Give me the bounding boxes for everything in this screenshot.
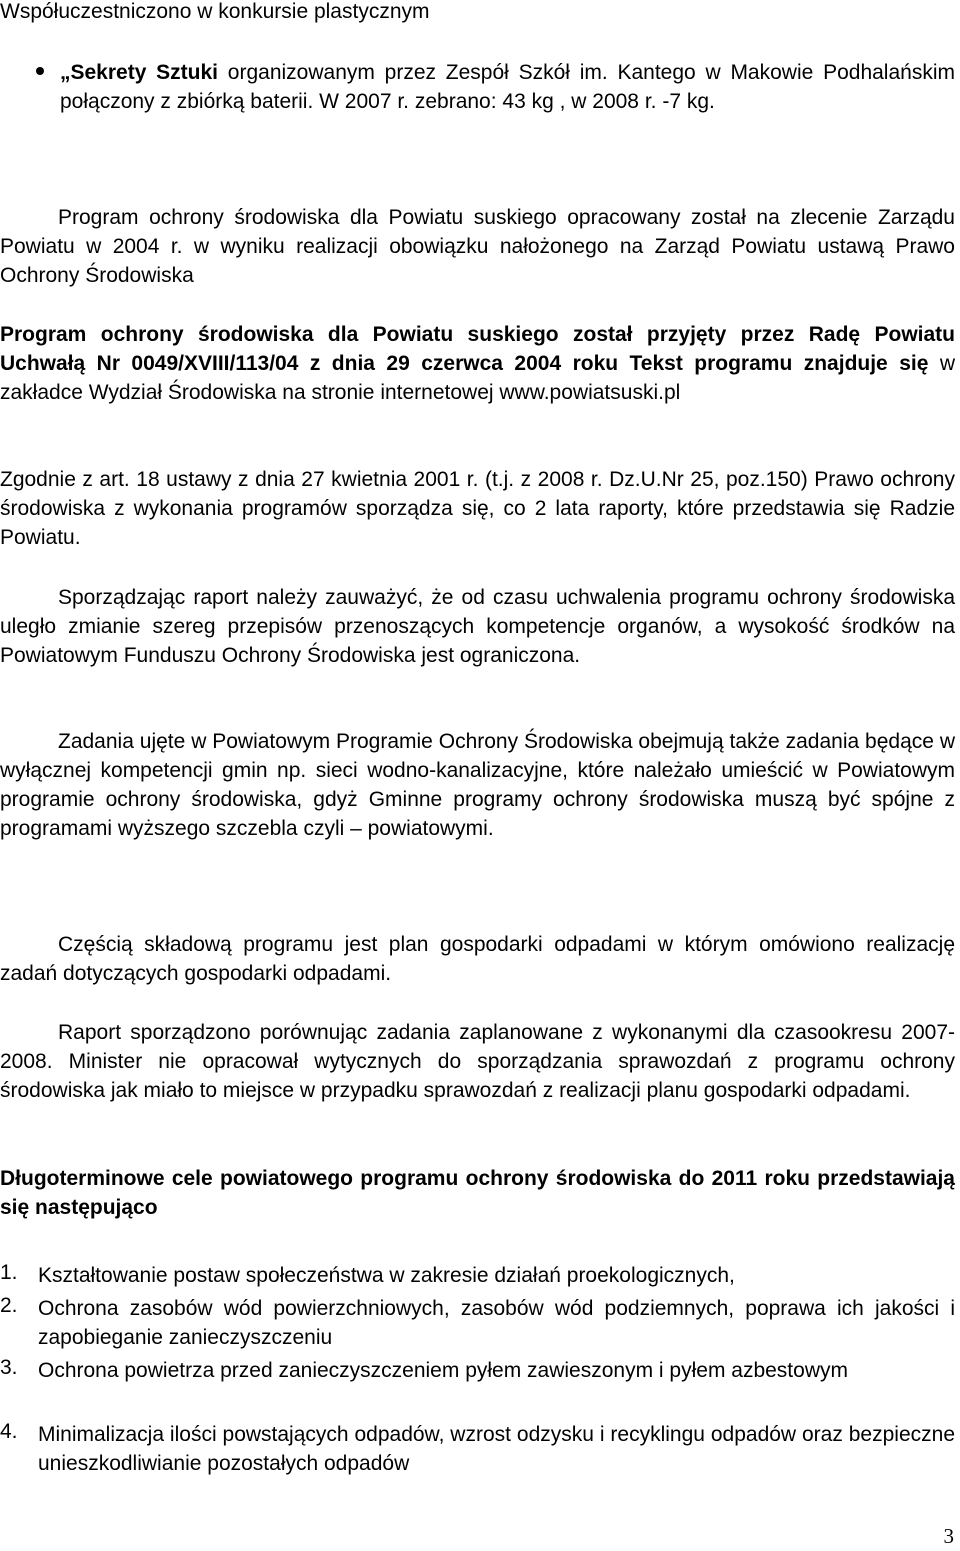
bullet-icon (36, 67, 44, 75)
section-heading: Długoterminowe cele powiatowego programu ochrony środowiska do 2011 roku przedstawiają się następująco (0, 1167, 955, 1219)
list-number: 3. (0, 1356, 18, 1379)
list-item: Kształtowanie postaw społeczeństwa w zakresie działań proekologicznych, (38, 1264, 735, 1287)
list-item: Ochrona powietrza przed zanieczyszczeniem pyłem zawieszonym i pyłem azbestowym (38, 1359, 848, 1382)
list-number: 1. (0, 1261, 18, 1284)
paragraph-tasks: Zadania ujęte w Powiatowym Programie Ochrony Środowiska obejmują także zadania będące w wyłącznej kompetencji gmin np. sieci wodno-kanalizacyjne, które należało umieścić w Powiatowym programie ochrony środowiska, gdyż Gminne programy ochrony środowiska muszą być spójne z programami wyższego szczebla czyli – powiatowymi. (0, 730, 955, 840)
list-item: Minimalizacja ilości powstających odpadów, wzrost odzysku i recyklingu odpadów oraz bezpieczne unieszkodliwianie pozostałych odpadów (38, 1423, 955, 1475)
paragraph-waste-plan: Częścią składową programu jest plan gospodarki odpadami w którym omówiono realizację zadań dotyczących gospodarki odpadami. (0, 933, 955, 985)
list-number: 2. (0, 1294, 18, 1317)
paragraph-program-info: Program ochrony środowiska dla Powiatu suskiego opracowany został na zlecenie Zarządu Powiatu w 2004 r. w wyniku realizacji obowiązku nałożonego na Zarząd Powiatu ustawą Prawo Ochrony Środowiska (0, 206, 955, 287)
contest-name: „Sekrety Sztuki (60, 61, 219, 84)
bullet-text: organizowanym przez Zespół Szkół im. Kantego w Makowie Podhalańskim połączony z zbiórką baterii. W 2007 r. zebrano: 43 kg , w 2008 r. -7 kg. (60, 61, 955, 113)
intro-line: Współuczestniczono w konkursie plastycznym (0, 0, 430, 23)
adoption-rest: w zakładce Wydział Środowiska na stronie internetowej www.powiatsuski.pl (0, 352, 956, 404)
list-number: 4. (0, 1420, 18, 1443)
list-item: Ochrona zasobów wód powierzchniowych, zasobów wód podziemnych, poprawa ich jakości i zapobieganie zanieczyszczeniu (38, 1297, 955, 1349)
adoption-bold: Program ochrony środowiska dla Powiatu suskiego został przyjęty przez Radę Powiatu Uchwałą Nr 0049/XVIII/113/04 z dnia 29 czerwca 2004 roku Tekst programu znajduje się (0, 323, 955, 375)
bullet-paragraph (60, 58, 955, 116)
paragraph-program-adoption (0, 320, 955, 407)
paragraph-report-method: Raport sporządzono porównując zadania zaplanowane z wykonanymi dla czasookresu 2007-2008. Minister nie opracował wytycznych do sporządzania sprawozdań z programu ochrony środowiska jak miało to miejsce w przypadku sprawozdań z realizacji planu gospodarki odpadami. (0, 1021, 955, 1102)
paragraph-report-note: Sporządzając raport należy zauważyć, że od czasu uchwalenia programu ochrony środowiska uległo zmianie szereg przepisów przenoszących kompetencje organów, a wysokość środków na Powiatowym Funduszu Ochrony Środowiska jest ograniczona. (0, 586, 955, 667)
page-number: 3 (943, 1524, 954, 1548)
paragraph-legal-basis: Zgodnie z art. 18 ustawy z dnia 27 kwietnia 2001 r. (t.j. z 2008 r. Dz.U.Nr 25, poz.150) Prawo ochrony środowiska z wykonania programów sporządza się, co 2 lata raporty, które przedstawia się Radzie Powiatu. (0, 468, 955, 549)
